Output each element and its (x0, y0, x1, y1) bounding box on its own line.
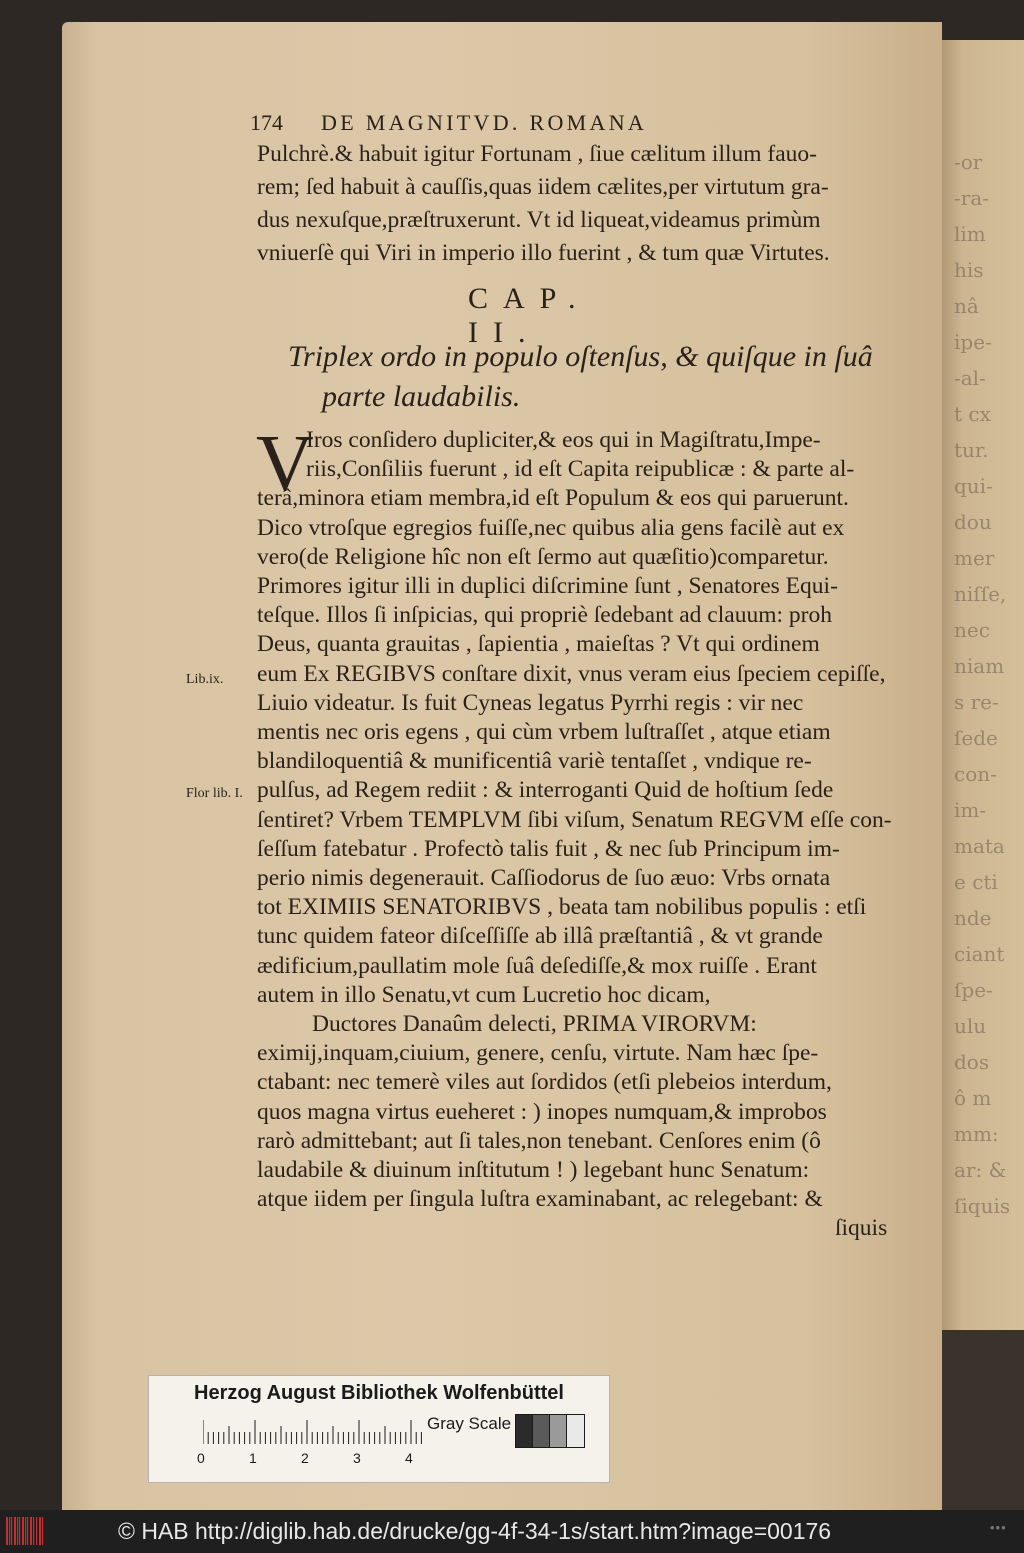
adjacent-fragment: nec (954, 618, 990, 642)
barcode-bar (25, 1517, 26, 1545)
adjacent-fragment: -or (954, 150, 983, 174)
adjacent-page-edge (936, 40, 1024, 1330)
body-line: perio nimis degenerauit. Caſſiodorus de ſuo æuo: Vrbs ornata (257, 865, 831, 891)
ruler-number: 1 (249, 1450, 257, 1466)
running-head: DE MAGNITVD. ROMANA (321, 110, 648, 135)
barcode-bar (30, 1517, 32, 1545)
opening-line: Pulchrè.& habuit igitur Fortunam , ſiue cælitum illum fauo- (257, 141, 818, 167)
adjacent-fragment: ulu (954, 1014, 987, 1038)
body-line: Iros conſidero dupliciter,& eos qui in Magiſtratu,Impe- (306, 427, 821, 453)
body-line: autem in illo Senatu,vt cum Lucretio hoc dicam, (257, 981, 711, 1008)
adjacent-page-shadow (936, 1330, 1024, 1510)
adjacent-fragment: mata (954, 834, 1005, 858)
adjacent-fragment: nde (954, 906, 992, 930)
body-line: blandiloquentiâ & munificentiâ variè tentaſſet , vndique re- (257, 748, 812, 775)
adjacent-fragment: niam (954, 654, 1005, 678)
opening-line: rem; ſed habuit à cauſſis,quas iidem cælites,per virtutum gra- (257, 174, 829, 200)
adjacent-fragment: lim (954, 222, 986, 246)
adjacent-fragment: dos (954, 1050, 990, 1074)
library-name: Herzog August Bibliothek Wolfenbüttel (194, 1382, 564, 1404)
adjacent-fragment: e cti (954, 870, 998, 894)
body-line: tot EXIMIIS SENATORIBVS , beata tam nobilibus populis : etſi (257, 894, 867, 921)
body-line: pulſus, ad Regem rediit : & interroganti Quid de hoſtium ſede (257, 777, 834, 804)
adjacent-fragment: dou (954, 510, 992, 534)
opening-line: vniuerſè qui Viri in imperio illo fuerint , & tum quæ Virtutes. (257, 240, 830, 266)
adjacent-fragment: his (954, 258, 984, 282)
adjacent-fragment: ſede (954, 726, 998, 750)
barcode-bar (17, 1517, 18, 1545)
adjacent-fragment: t cx (954, 402, 991, 426)
body-line: quos magna virtus eueheret : ) inopes numquam,& improbos (257, 1098, 827, 1125)
body-line: vero(de Religione hîc non eſt ſermo aut quæſitio)comparetur. (257, 543, 829, 570)
opening-line: dus nexuſque,præſtruxerunt. Vt id liqueat,videamus primùm (257, 207, 821, 233)
adjacent-fragment: ſpe- (954, 978, 993, 1002)
ruler-number: 0 (197, 1450, 205, 1466)
barcode-icon[interactable] (6, 1517, 46, 1545)
running-header (250, 110, 647, 136)
barcode-bar (27, 1517, 28, 1545)
chapter-title-line-1: Triplex ordo in populo oſtenſus, & quiſque in ſuâ (288, 340, 873, 373)
adjacent-fragment: ciant (954, 942, 1005, 966)
viewer-footer (0, 1510, 1024, 1553)
barcode-bar (14, 1517, 16, 1545)
adjacent-fragment: -al- (954, 366, 986, 390)
page-number: 174 (250, 110, 283, 135)
adjacent-fragment: ipe- (954, 330, 992, 354)
marginal-note-2: Flor lib. I. (186, 786, 243, 801)
adjacent-fragment: mm: (954, 1122, 999, 1146)
adjacent-fragment: con- (954, 762, 997, 786)
body-line: terâ,minora etiam membra,id eſt Populum & eos qui paruerunt. (257, 485, 849, 512)
body-line: mentis nec oris egens , qui cùm vrbem luſtraſſet , atque etiam (257, 719, 831, 745)
body-line: ædificium,paullatim mole ſuâ deſediſſe,& mox ruiſſe . Erant (257, 952, 817, 979)
drop-cap: V (256, 420, 314, 508)
body-line: ctabant: nec temerè viles aut ſordidos (etſi plebeios interdum, (257, 1069, 832, 1096)
adjacent-fragment: -ra- (954, 186, 989, 210)
adjacent-fragment: ar: & (954, 1158, 1007, 1182)
adjacent-fragment: ô m (954, 1086, 992, 1110)
barcode-bar (9, 1517, 10, 1545)
barcode-bar (11, 1517, 12, 1545)
adjacent-fragment: mer (954, 546, 995, 570)
body-line: atque iidem per ſingula luſtra examinabant, ac relegebant: & (257, 1186, 823, 1213)
barcode-bar (36, 1517, 37, 1545)
barcode-bar (6, 1517, 8, 1545)
body-line: ſeſſum fatebatur . Profectò talis fuit , & nec ſub Principum im- (257, 835, 840, 862)
ruler-number: 3 (353, 1450, 361, 1466)
barcode-bar (33, 1517, 34, 1545)
adjacent-fragment: im- (954, 798, 987, 822)
body-line: eum Ex REGIBVS conſtare dixit, vnus veram eius ſpeciem cepiſſe, (257, 660, 886, 687)
barcode-bar (42, 1517, 43, 1545)
body-line: Dico vtroſque egregios fuiſſe,nec quibus alia gens facilè aut ex (257, 514, 845, 541)
barcode-bar (19, 1517, 20, 1545)
body-line: Primores igitur illi in duplici diſcrimine ſunt , Senatores Equi- (257, 573, 838, 599)
barcode-bar (22, 1517, 24, 1545)
body-line: Liuio videatur. Is fuit Cyneas legatus Pyrrhi regis : vir nec (257, 689, 804, 716)
adjacent-fragment: ſiquis (954, 1194, 1011, 1218)
catchword: ſiquis (835, 1215, 888, 1241)
body-line: ſentiret? Vrbem TEMPLVM ſibi viſum, Senatum REGVM eſſe con- (257, 806, 892, 833)
body-line: tunc quidem fateor diſceſſiſſe ab illâ præſtantiâ , & vt grande (257, 923, 823, 950)
chapter-title-line-2: parte laudabilis. (322, 380, 521, 413)
adjacent-fragment: qui- (954, 474, 993, 498)
adjacent-fragment: tur. (954, 438, 989, 462)
copyright-link[interactable]: © HAB http://diglib.hab.de/drucke/gg-4f-34-1s/start.htm?image=00176 (118, 1518, 832, 1544)
body-line: eximij,inquam,ciuium, genere, cenſu, virtute. Nam hæc ſpe- (257, 1040, 819, 1067)
body-line: Deus, quanta grauitas , ſapientia , maieſtas ? Vt qui ordinem (257, 631, 820, 658)
gray-swatch (566, 1414, 585, 1448)
ruler-number: 2 (301, 1450, 309, 1466)
adjacent-fragment: s re- (954, 690, 999, 714)
barcode-bar (39, 1517, 41, 1545)
body-line: Ductores Danaûm delecti, PRIMA VIRORVM: (312, 1011, 757, 1037)
more-options-icon[interactable]: ••• (990, 1520, 1007, 1535)
adjacent-fragment: niſſe, (954, 582, 1007, 606)
body-line: rarò admittebant; aut ſi tales,non tenebant. Cenſores enim (ô (257, 1127, 821, 1154)
marginal-note-1: Lib.ix. (186, 672, 224, 687)
body-line: laudabile & diuinum inſtitutum ! ) legebant hunc Senatum: (257, 1157, 810, 1183)
ruler-number: 4 (405, 1450, 413, 1466)
body-line: riis,Conſiliis fuerunt , id eſt Capita reipublicæ : & parte al- (306, 456, 855, 483)
gray-scale-label: Gray Scale (427, 1414, 512, 1433)
calibration-card (148, 1375, 610, 1483)
adjacent-fragment: nâ (954, 294, 979, 318)
body-line: teſque. Illos ſi inſpicias, qui propriè ſedebant ad clauum: proh (257, 602, 832, 629)
chapter-heading: CAP. II. (468, 282, 591, 349)
